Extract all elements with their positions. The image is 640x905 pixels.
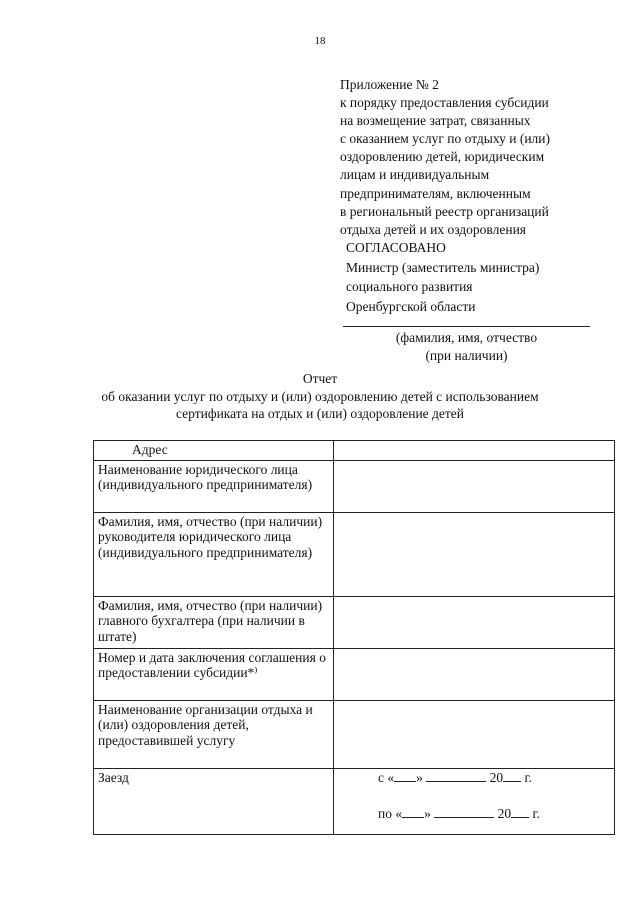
value-cell[interactable] [334, 596, 615, 648]
day-blank[interactable] [402, 806, 424, 818]
page-number: 18 [314, 35, 326, 47]
approval-line: социального развития [346, 279, 473, 294]
month-blank[interactable] [434, 806, 494, 818]
quote-close: » [424, 806, 431, 821]
signature-caption [343, 329, 590, 365]
year-prefix: 20 [489, 769, 504, 785]
appendix-line: отдыха детей и их оздоровления [340, 221, 527, 237]
year-blank[interactable] [503, 770, 521, 782]
approval-line: Оренбургской области [346, 298, 476, 314]
month-blank[interactable] [426, 770, 486, 782]
appendix-line: оздоровлению детей, юридическим [340, 149, 545, 165]
report-subtitle: об оказании услуг по отдыху и (или) оздоровлению детей с использованием [101, 388, 539, 404]
row-label: Наименование юридического лица (индивидуального предпринимателя) [94, 460, 334, 512]
appendix-line: Приложение № 2 [340, 77, 439, 92]
stay-label: Заезд [94, 768, 334, 834]
year-suffix: г. [532, 806, 540, 821]
year-prefix: 20 [497, 806, 512, 821]
address-value-cell[interactable] [334, 441, 615, 461]
to-prefix: по « [378, 806, 403, 821]
year-suffix: г. [524, 769, 532, 785]
from-prefix: с « [378, 769, 395, 785]
row-label: Фамилия, имя, отчество (при наличии) главного бухгалтера (при наличии в штате) [94, 596, 334, 648]
appendix-line: в региональный реестр организаций [340, 203, 549, 219]
report-heading [0, 370, 640, 423]
appendix-header [340, 76, 630, 239]
value-cell[interactable] [334, 700, 615, 768]
table-row [94, 596, 615, 648]
report-title: Отчет [302, 371, 338, 386]
signature-caption-line: (фамилия, имя, отчество [395, 330, 538, 345]
appendix-line: предпринимателям, включенным [340, 185, 531, 201]
quote-close: » [416, 769, 423, 785]
table-row [94, 460, 615, 512]
table-row [94, 441, 615, 461]
value-cell[interactable] [334, 460, 615, 512]
table-row [94, 700, 615, 768]
day-blank[interactable] [394, 770, 416, 782]
appendix-line: лицам и индивидуальным [340, 167, 490, 183]
signature-line [343, 326, 590, 327]
row-label: Наименование организации отдыха и (или) оздоровления детей, предоставившей услугу [94, 700, 334, 768]
report-table [93, 440, 615, 835]
value-cell[interactable] [334, 512, 615, 596]
table-row [94, 512, 615, 596]
signature-caption-line: (при наличии) [425, 348, 508, 363]
value-cell[interactable] [334, 648, 615, 700]
report-subtitle: сертификата на отдых и (или) оздоровление детей [175, 406, 465, 421]
table-row [94, 648, 615, 700]
stay-to-line [338, 806, 610, 822]
approval-title: СОГЛАСОВАНО [346, 240, 446, 255]
stay-dates-cell [334, 768, 615, 834]
row-label: Фамилия, имя, отчество (при наличии) руководителя юридического лица (индивидуального предпринимателя) [94, 512, 334, 596]
year-blank[interactable] [511, 806, 529, 818]
appendix-line: с оказанием услуг по отдыху и (или) [340, 131, 551, 147]
address-label: Адрес [94, 441, 334, 461]
approval-line: Министр (заместитель министра) [346, 259, 540, 275]
table-row [94, 768, 615, 834]
approval-block [346, 238, 626, 316]
row-label: Номер и дата заключения соглашения о предоставлении субсидии*⁾ [94, 648, 334, 700]
appendix-line: к порядку предоставления субсидии [340, 95, 549, 111]
appendix-line: на возмещение затрат, связанных [340, 113, 531, 129]
stay-from-line [338, 770, 610, 786]
